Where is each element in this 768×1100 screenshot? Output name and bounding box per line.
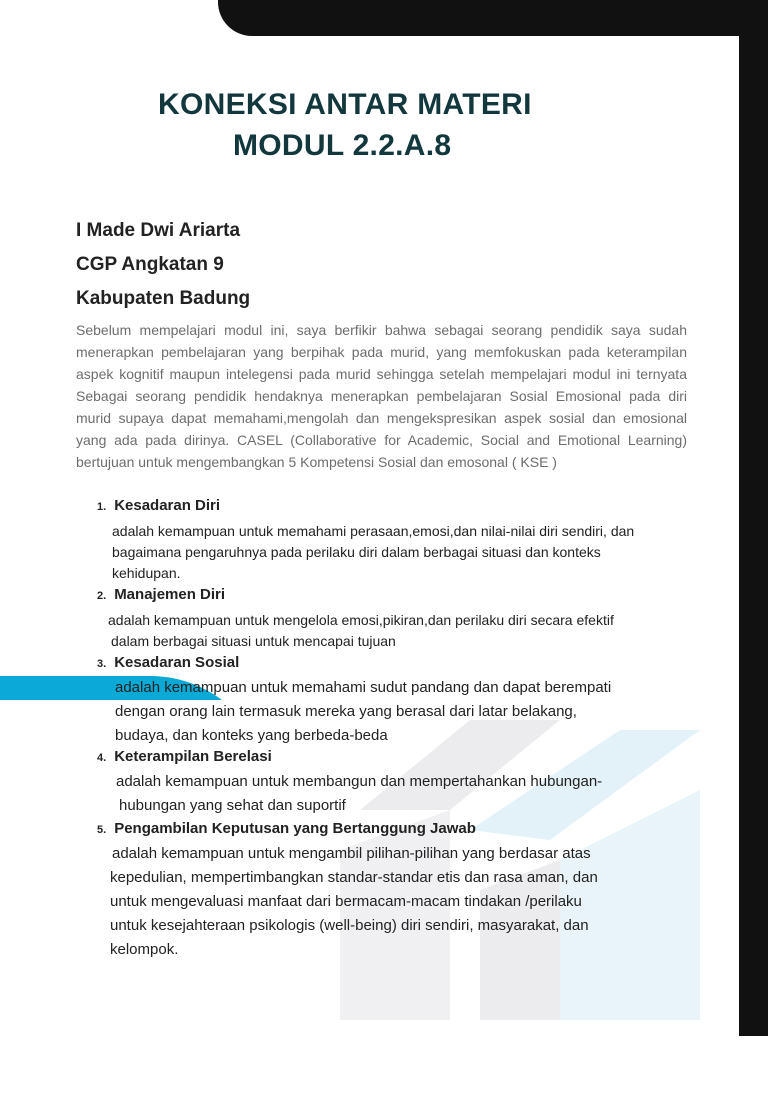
list-item-heading [97,654,239,672]
list-heading-text: Pengambilan Keputusan yang Bertanggung Jawab [114,820,476,837]
list-number: 3. [97,658,107,670]
body-line: hubungan yang sehat dan suportif [119,797,346,814]
body-line: kelompok. [110,941,179,958]
body-line: budaya, dan konteks yang berbeda-beda [115,727,388,744]
body-line: kehidupan. [112,565,181,581]
body-line: adalah kemampuan untuk memahami perasaan,emosi,dan nilai-nilai diri sendiri, dan [112,523,635,539]
list-heading-text: Kesadaran Diri [114,497,221,514]
list-item-body [112,521,634,584]
list-item-body [116,770,602,818]
list-item-body [115,676,611,748]
author-region: Kabupaten Badung [76,288,251,309]
body-line: kepedulian, mempertimbangkan standar-standar etis dan rasa aman, dan [110,869,598,886]
list-heading-text: Manajemen Diri [114,586,226,603]
body-line: dengan orang lain termasuk mereka yang berasal dari latar belakang, [115,703,577,720]
body-line: untuk kesejahteraan psikologis (well-being) diri sendiri, masyarakat, dan [110,917,589,934]
author-cohort: CGP Angkatan 9 [76,254,224,275]
list-number: 5. [97,824,107,836]
body-line: dalam berbagai situasi untuk mencapai tujuan [111,633,396,649]
body-line: untuk mengevaluasi manfaat dari bermacam-macam tindakan /perilaku [110,893,582,910]
list-item-heading [97,748,272,766]
list-item-heading [97,497,220,515]
document-title: KONEKSI ANTAR MATERI [158,88,532,121]
list-number: 1. [97,501,107,513]
list-item-body [108,610,614,652]
body-line: bagaimana pengaruhnya pada perilaku diri dalam berbagai situasi dan konteks [112,544,601,560]
author-name: I Made Dwi Ariarta [76,220,241,241]
list-number: 2. [97,590,107,602]
body-line: adalah kemampuan untuk membangun dan mempertahankan hubungan- [116,773,603,790]
list-item-body [110,842,598,962]
intro-paragraph: Sebelum mempelajari modul ini, saya berfikir bahwa sebagai seorang pendidik saya sudah menerapkan pembelajaran yang berpihak pada murid, yang memfokuskan pada keterampilan aspek kognitif maupun intelegensi pada murid sehingga setelah mempelajari modul ini ternyata Sebagai seorang pendidik hendaknya menerapkan pembelajaran Sosial Emosional pada diri murid supaya dapat memahami,mengolah dan mengekspresikan aspek sosial dan emosional yang ada pada dirinya. CASEL (Collaborative for Academic, Social and Emotional Learning) bertujuan untuk mengembangkan 5 Kompetensi Sosial dan emosonal ( KSE ) [76,322,687,470]
body-line: adalah kemampuan untuk mengambil pilihan-pilihan yang berdasar atas [112,845,591,862]
list-heading-text: Kesadaran Sosial [114,654,240,671]
module-code: MODUL 2.2.A.8 [233,129,452,162]
list-item-heading [97,820,476,838]
body-line: adalah kemampuan untuk mengelola emosi,pikiran,dan perilaku diri secara efektif [108,612,614,628]
list-heading-text: Keterampilan Berelasi [114,748,272,765]
list-number: 4. [97,752,107,764]
body-line: adalah kemampuan untuk memahami sudut pandang dan dapat berempati [115,679,612,696]
list-item-heading [97,586,225,604]
